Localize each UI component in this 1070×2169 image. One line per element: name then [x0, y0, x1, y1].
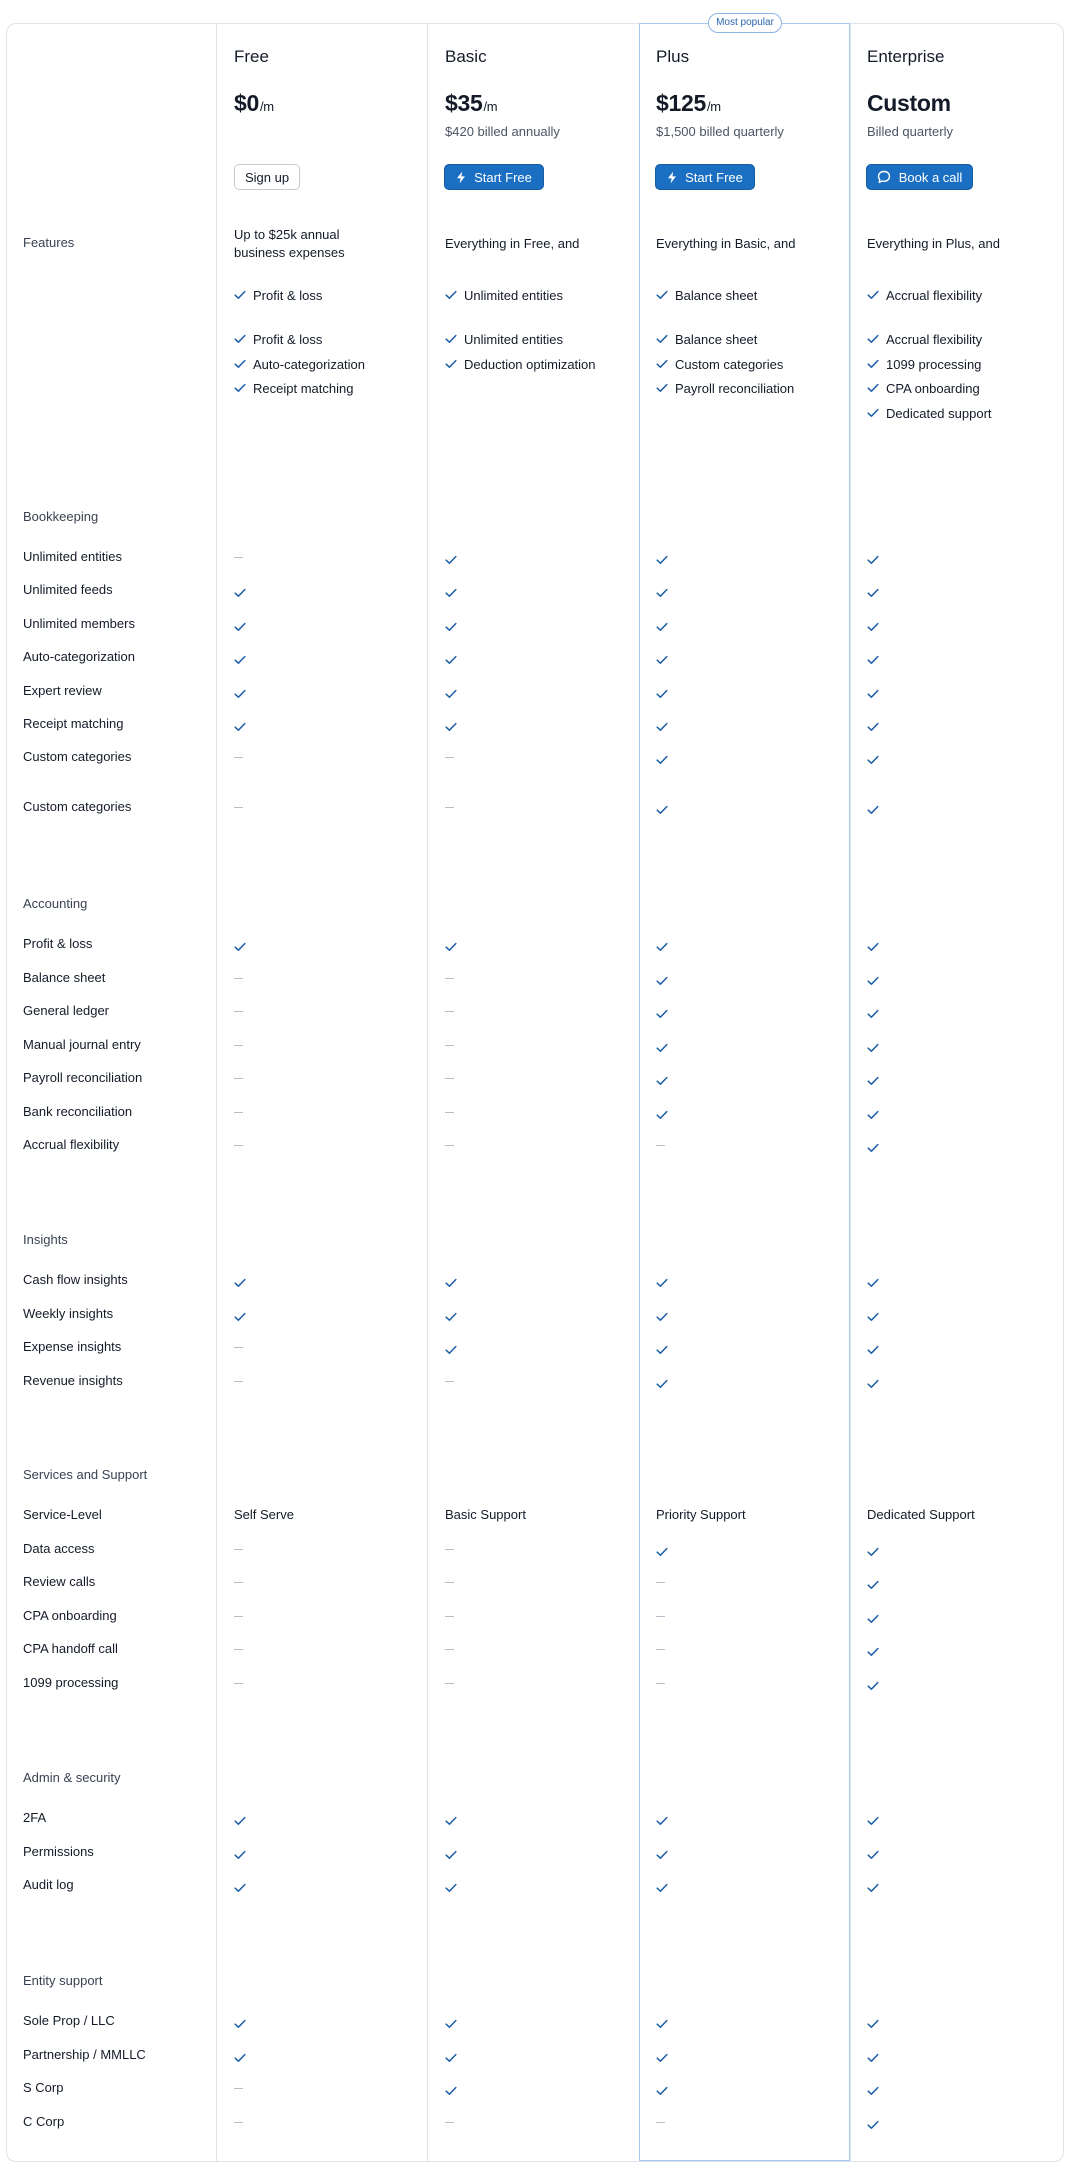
- check-icon: [234, 332, 246, 347]
- check-icon: [867, 357, 879, 372]
- billing-note: $420 billed annually: [445, 124, 560, 139]
- dash-icon: [234, 1582, 243, 1583]
- dash-icon: [445, 1683, 454, 1684]
- row-label: Data access: [23, 1540, 95, 1556]
- row-label: Payroll reconciliation: [23, 1070, 143, 1085]
- check-icon: [656, 357, 668, 372]
- feature-list-item: [867, 288, 982, 303]
- check-icon: [656, 1880, 668, 1890]
- check-icon: [867, 1073, 879, 1083]
- check-icon: [234, 2050, 246, 2060]
- check-icon: [234, 652, 246, 662]
- feature-summary: Everything in Free, and: [445, 236, 580, 251]
- check-icon: [234, 1275, 246, 1285]
- row-label: Balance sheet: [23, 969, 106, 985]
- check-icon: [867, 1611, 879, 1621]
- dash-icon: [445, 1011, 454, 1012]
- check-icon: [867, 973, 879, 983]
- feature-summary: Up to $25k annual business expenses: [234, 227, 345, 260]
- row-label: 2FA: [23, 1810, 47, 1825]
- dash-icon: [445, 978, 454, 979]
- dash-icon: [234, 1347, 243, 1348]
- chat-bubble-icon: [877, 170, 891, 184]
- check-icon: [867, 332, 879, 347]
- feature-list-item: [234, 332, 322, 347]
- dash-icon: [234, 1683, 243, 1684]
- check-icon: [445, 719, 457, 729]
- dash-icon: [656, 1616, 665, 1617]
- check-icon: [445, 652, 457, 662]
- dash-icon: [234, 557, 243, 558]
- dash-icon: [234, 1145, 243, 1146]
- section-title-entity-support: Entity support: [23, 1973, 103, 1988]
- column-divider: [850, 24, 851, 2161]
- plan-name-enterprise: Enterprise: [867, 47, 945, 66]
- check-icon: [867, 2083, 879, 2093]
- feature-list-item: [234, 381, 353, 396]
- dash-icon: [234, 2122, 243, 2123]
- feature-list-label: Unlimited entities: [464, 332, 563, 347]
- check-icon: [867, 1040, 879, 1050]
- dash-icon: [445, 1381, 454, 1382]
- row-label: Review calls: [23, 1574, 96, 1589]
- feature-list-label: Receipt matching: [253, 381, 354, 396]
- check-icon: [656, 288, 668, 303]
- check-icon: [234, 288, 246, 303]
- check-icon: [234, 619, 246, 629]
- check-icon: [867, 1275, 879, 1285]
- dash-icon: [234, 1045, 243, 1046]
- billing-note: $1,500 billed quarterly: [656, 124, 784, 139]
- feature-list-label: Balance sheet: [675, 288, 758, 303]
- check-icon: [234, 2016, 246, 2026]
- most-popular-badge: Most popular: [708, 13, 782, 33]
- check-icon: [656, 2050, 668, 2060]
- dash-icon: [234, 1381, 243, 1382]
- feature-summary: Everything in Basic, and: [656, 236, 796, 251]
- check-icon: [867, 752, 879, 762]
- check-icon: [867, 1107, 879, 1117]
- check-icon: [656, 752, 668, 762]
- plan-name-basic: Basic: [445, 47, 487, 66]
- check-icon: [867, 1880, 879, 1890]
- feature-list-item: [656, 288, 757, 303]
- price-period: /m: [706, 99, 721, 114]
- dash-icon: [445, 1649, 454, 1650]
- check-icon: [656, 1040, 668, 1050]
- check-icon: [867, 1376, 879, 1386]
- dash-icon: [234, 1616, 243, 1617]
- dash-icon: [234, 757, 243, 758]
- check-icon: [445, 2050, 457, 2060]
- check-icon: [867, 2117, 879, 2127]
- price-period: /m: [259, 99, 274, 114]
- check-icon: [867, 2050, 879, 2060]
- check-icon: [656, 686, 668, 696]
- service-level-value: Basic Support: [445, 1507, 526, 1522]
- service-level-value: Dedicated Support: [867, 1507, 975, 1522]
- row-label: Custom categories: [23, 799, 132, 814]
- button-label: Start Free: [685, 169, 743, 185]
- feature-list-item: [867, 332, 982, 347]
- column-divider: [427, 24, 428, 2161]
- check-icon: [656, 1544, 668, 1554]
- check-icon: [656, 381, 668, 396]
- sign-up-button[interactable]: Sign up: [234, 164, 300, 190]
- feature-list-label: Accrual flexibility: [886, 288, 983, 303]
- check-icon: [445, 585, 457, 595]
- dash-icon: [234, 1011, 243, 1012]
- check-icon: [656, 2083, 668, 2093]
- feature-list-label: Profit & loss: [253, 288, 323, 303]
- check-icon: [234, 585, 246, 595]
- row-label: Custom categories: [23, 749, 132, 764]
- dash-icon: [234, 1649, 243, 1650]
- check-icon: [867, 552, 879, 562]
- row-label: Accrual flexibility: [23, 1137, 120, 1152]
- feature-list-item: [656, 332, 757, 347]
- price-period: /m: [483, 99, 498, 114]
- check-icon: [445, 2016, 457, 2026]
- check-icon: [656, 719, 668, 729]
- book-a-call-button[interactable]: [866, 164, 973, 190]
- check-icon: [656, 619, 668, 629]
- check-icon: [445, 357, 457, 372]
- check-icon: [867, 585, 879, 595]
- row-label: Cash flow insights: [23, 1272, 128, 1287]
- check-icon: [867, 381, 879, 396]
- dash-icon: [445, 2122, 454, 2123]
- check-icon: [445, 619, 457, 629]
- feature-list-item: [867, 381, 980, 396]
- feature-list-item: [234, 357, 365, 372]
- check-icon: [867, 939, 879, 949]
- check-icon: [445, 1847, 457, 1857]
- row-label: Bank reconciliation: [23, 1103, 133, 1119]
- check-icon: [867, 1544, 879, 1554]
- check-icon: [867, 1006, 879, 1016]
- row-label: CPA onboarding: [23, 1607, 117, 1623]
- check-icon: [234, 1847, 246, 1857]
- plan-price: $125/m: [656, 90, 721, 116]
- check-icon: [656, 1107, 668, 1117]
- feature-list-label: CPA onboarding: [886, 381, 980, 396]
- feature-list-label: Dedicated support: [886, 405, 992, 421]
- check-icon: [867, 2016, 879, 2026]
- feature-list-item: [445, 332, 563, 347]
- button-label: Book a call: [898, 169, 963, 185]
- check-icon: [234, 686, 246, 696]
- check-icon: [445, 332, 457, 347]
- feature-list-label: Auto-categorization: [253, 356, 366, 372]
- check-icon: [445, 1813, 457, 1823]
- check-icon: [656, 939, 668, 949]
- feature-list-item: [445, 288, 563, 303]
- check-icon: [656, 802, 668, 812]
- start-free-button[interactable]: [655, 164, 755, 190]
- dash-icon: [234, 1112, 243, 1113]
- dash-icon: [445, 1045, 454, 1046]
- dash-icon: [656, 2122, 665, 2123]
- plan-price: Custom: [867, 90, 951, 116]
- dash-icon: [445, 1112, 454, 1113]
- check-icon: [867, 1678, 879, 1688]
- feature-list-label: Payroll reconciliation: [675, 381, 795, 396]
- check-icon: [867, 288, 879, 303]
- check-icon: [656, 1275, 668, 1285]
- check-icon: [867, 619, 879, 629]
- button-label: Start Free: [474, 169, 532, 185]
- feature-list-label: 1099 processing: [886, 356, 982, 372]
- section-title-admin-security: Admin & security: [23, 1770, 121, 1785]
- check-icon: [445, 1309, 457, 1319]
- row-label: Audit log: [23, 1877, 74, 1892]
- row-label: 1099 processing: [23, 1674, 119, 1690]
- plan-price: $0/m: [234, 90, 274, 116]
- check-icon: [867, 1309, 879, 1319]
- row-label: Partnership / MMLLC: [23, 2046, 146, 2062]
- section-title-accounting: Accounting: [23, 896, 88, 911]
- check-icon: [445, 552, 457, 562]
- check-icon: [867, 406, 879, 421]
- start-free-button[interactable]: [444, 164, 544, 190]
- plan-name-free: Free: [234, 47, 269, 66]
- row-label: Unlimited entities: [23, 549, 122, 564]
- dash-icon: [445, 1549, 454, 1550]
- check-icon: [234, 1813, 246, 1823]
- check-icon: [445, 686, 457, 696]
- feature-summary: Everything in Plus, and: [867, 236, 1000, 251]
- check-icon: [656, 332, 668, 347]
- check-icon: [867, 1644, 879, 1654]
- feature-list-label: Deduction optimization: [464, 356, 596, 372]
- service-level-value: Self Serve: [234, 1507, 294, 1522]
- row-label: Manual journal entry: [23, 1036, 141, 1052]
- dash-icon: [656, 1582, 665, 1583]
- dash-icon: [234, 2088, 243, 2089]
- check-icon: [656, 1309, 668, 1319]
- check-icon: [445, 1880, 457, 1890]
- dash-icon: [656, 1649, 665, 1650]
- check-icon: [656, 652, 668, 662]
- row-label: Weekly insights: [23, 1305, 114, 1321]
- dash-icon: [234, 1078, 243, 1079]
- check-icon: [234, 939, 246, 949]
- section-title-services-and-support: Services and Support: [23, 1467, 148, 1482]
- dash-icon: [445, 1145, 454, 1146]
- dash-icon: [234, 1549, 243, 1550]
- feature-list-label: Unlimited entities: [464, 288, 563, 303]
- dash-icon: [445, 1582, 454, 1583]
- check-icon: [234, 357, 246, 372]
- section-title-bookkeeping: Bookkeeping: [23, 509, 99, 524]
- check-icon: [656, 1813, 668, 1823]
- dash-icon: [445, 1616, 454, 1617]
- check-icon: [656, 585, 668, 595]
- dash-icon: [656, 1145, 665, 1146]
- check-icon: [867, 1342, 879, 1352]
- feature-list-label: Accrual flexibility: [886, 332, 983, 347]
- feature-list-item: [867, 357, 981, 372]
- feature-list-item: [234, 288, 322, 303]
- check-icon: [445, 939, 457, 949]
- feature-list-label: Profit & loss: [253, 332, 323, 347]
- row-label: S Corp: [23, 2080, 64, 2095]
- check-icon: [867, 686, 879, 696]
- check-icon: [656, 1847, 668, 1857]
- check-icon: [234, 381, 246, 396]
- check-icon: [234, 719, 246, 729]
- check-icon: [234, 1309, 246, 1319]
- dash-icon: [445, 807, 454, 808]
- dash-icon: [445, 1078, 454, 1079]
- row-label: Sole Prop / LLC: [23, 2013, 115, 2028]
- check-icon: [867, 1813, 879, 1823]
- row-label: Unlimited members: [23, 616, 135, 631]
- section-title-insights: Insights: [23, 1232, 68, 1247]
- check-icon: [867, 1140, 879, 1150]
- feature-list-item: [656, 357, 783, 372]
- check-icon: [656, 1073, 668, 1083]
- check-icon: [656, 973, 668, 983]
- check-icon: [867, 719, 879, 729]
- feature-list-item: [656, 381, 794, 396]
- row-label: Auto-categorization: [23, 649, 136, 664]
- row-label: Receipt matching: [23, 716, 124, 731]
- feature-list-label: Custom categories: [675, 356, 784, 372]
- check-icon: [234, 1880, 246, 1890]
- row-label: Revenue insights: [23, 1372, 123, 1388]
- service-level-value: Priority Support: [656, 1507, 746, 1522]
- check-icon: [867, 652, 879, 662]
- dash-icon: [234, 978, 243, 979]
- check-icon: [445, 288, 457, 303]
- check-icon: [867, 1577, 879, 1587]
- check-icon: [445, 1275, 457, 1285]
- check-icon: [656, 1006, 668, 1016]
- check-icon: [445, 1342, 457, 1352]
- row-label: Expert review: [23, 683, 102, 698]
- feature-list-item: [445, 357, 596, 372]
- dash-icon: [445, 757, 454, 758]
- feature-list-item: [867, 406, 992, 421]
- column-divider: [216, 24, 217, 2161]
- row-label: Expense insights: [23, 1339, 122, 1354]
- check-icon: [867, 1847, 879, 1857]
- features-label: Features: [23, 235, 75, 250]
- plan-name-plus: Plus: [656, 47, 690, 66]
- row-label: Unlimited feeds: [23, 582, 113, 597]
- dash-icon: [656, 1683, 665, 1684]
- row-label: Permissions: [23, 1843, 94, 1859]
- check-icon: [445, 2083, 457, 2093]
- row-label: Profit & loss: [23, 936, 93, 951]
- lightning-icon: [667, 171, 677, 184]
- row-label: Service-Level: [23, 1507, 102, 1522]
- dash-icon: [234, 807, 243, 808]
- check-icon: [656, 2016, 668, 2026]
- row-label: General ledger: [23, 1003, 109, 1018]
- feature-list-label: Balance sheet: [675, 332, 758, 347]
- row-label: C Corp: [23, 2113, 65, 2129]
- row-label: CPA handoff call: [23, 1641, 118, 1656]
- lightning-icon: [456, 171, 466, 184]
- plan-price: $35/m: [445, 90, 498, 116]
- check-icon: [656, 1342, 668, 1352]
- check-icon: [656, 552, 668, 562]
- billing-note: Billed quarterly: [867, 124, 953, 139]
- check-icon: [867, 802, 879, 812]
- check-icon: [656, 1376, 668, 1386]
